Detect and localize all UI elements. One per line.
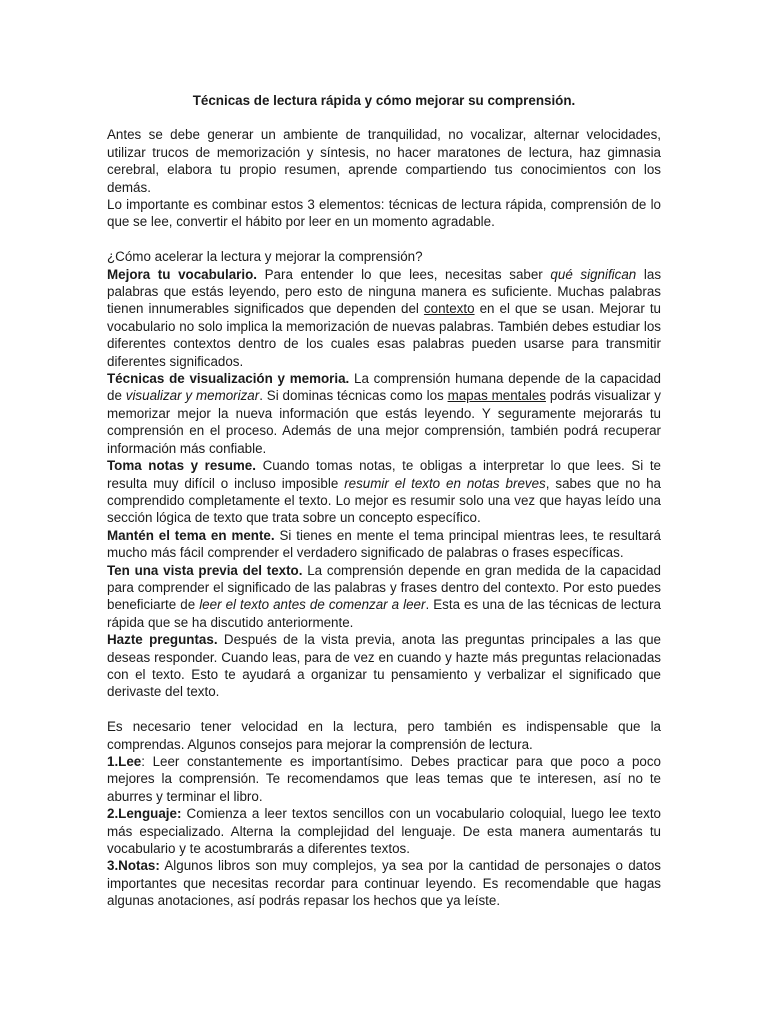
- section-heading: Mejora tu vocabulario.: [107, 266, 257, 282]
- spacer: [107, 701, 661, 718]
- section-notas: Toma notas y resume. Cuando tomas notas, te obligas a interpretar lo que lees. Si te resulta muy difícil o incluso imposible resumir el texto en notas breves, sabes que no ha comprendido completamente el texto. Lo mejor es resumir solo una vez que hayas leído una sección lógica de texto que trata sobre un concepto específico.: [107, 458, 661, 526]
- section-heading: Toma notas y resume.: [107, 458, 256, 474]
- section-vista-previa: Ten una vista previa del texto. La comprensión depende en gran medida de la capacidad para comprender el significado de las palabras y frases dentro del contexto. Por esto puedes beneficiarte de leer el texto antes de comenzar a leer. Esta es una de las técnicas de lectura rápida que se ha discutido anteriormente.: [107, 562, 661, 630]
- document-title: Técnicas de lectura rápida y cómo mejorar su comprensión.: [192, 93, 576, 108]
- section-question: ¿Cómo acelerar la lectura y mejorar la comprensión?: [107, 249, 423, 265]
- tip-lenguaje: 2.Lenguaje: Comienza a leer textos sencillos con un vocabulario coloquial, luego lee texto más especializado. Alterna la complejidad del lenguaje. De esta manera aumentarás tu vocabulario y te acostumbrarás a diferentes textos.: [107, 806, 661, 857]
- section-preguntas: Hazte preguntas. Después de la vista previa, anota las preguntas principales a las que deseas responder. Cuando leas, para de vez en cuando y hazte más preguntas relacionadas con el texto. Esto te ayudará a organizar tu pensamiento y verbalizar el significado que derivaste del texto.: [107, 632, 662, 700]
- section-heading: Técnicas de visualización y memoria.: [107, 371, 350, 387]
- spacer: [107, 231, 661, 248]
- document-page: [107, 92, 661, 910]
- tip-heading: 3.Notas:: [107, 858, 160, 874]
- closing-paragraph: Es necesario tener velocidad en la lectura, pero también es indispensable que la comprendas. Algunos consejos para mejorar la comprensión de lectura.: [107, 719, 661, 752]
- intro-paragraph: Lo importante es combinar estos 3 elementos: técnicas de lectura rápida, comprensión de lo que se lee, convertir el hábito por leer en un momento agradable.: [107, 197, 661, 230]
- tip-lee: 1.Lee: Leer constantemente es importantísimo. Debes practicar para que poco a poco mejores la comprensión. Te recomendamos que leas temas que te interesen, así no te aburres y terminar el libro.: [107, 754, 661, 804]
- contexto-link[interactable]: contexto: [423, 301, 475, 317]
- mapas-mentales-link[interactable]: mapas mentales: [447, 388, 546, 404]
- section-tema: Mantén el tema en mente. Si tienes en mente el tema principal mientras lees, te resultará mucho más fácil comprender el verdadero significado de palabras o frases específicas.: [107, 527, 661, 561]
- tip-heading: 2.Lenguaje:: [107, 806, 182, 822]
- section-vocabulario: Mejora tu vocabulario. Para entender lo que lees, necesitas saber qué significan las palabras que estás leyendo, pero esto de ninguna manera es suficiente. Muchas palabras tienen innumerables significados que dependen del contexto en el que se usan. Mejorar tu vocabulario no solo implica la memorización de nuevas palabras. También debes estudiar los diferentes contextos dentro de los cuales esas palabras pueden usarse para transmitir diferentes significados.: [107, 266, 662, 369]
- intro-paragraph: Antes se debe generar un ambiente de tranquilidad, no vocalizar, alternar velocidades, utilizar trucos de memorización y síntesis, no hacer maratones de lectura, haz gimnasia cerebral, elabora tu propio resumen, aprende compartiendo tus conocimientos con los demás.: [107, 127, 661, 195]
- section-heading: Mantén el tema en mente.: [107, 527, 275, 543]
- section-visualizacion: Técnicas de visualización y memoria. La comprensión humana depende de la capacidad de visualizar y memorizar. Si dominas técnicas como los mapas mentales podrás visualizar y memorizar mejor la nueva información que estás leyendo. Y seguramente mejorarás tu comprensión en el proceso. Además de una mejor comprensión, también podrá recuperar información más confiable.: [107, 371, 661, 456]
- tip-notas: 3.Notas: Algunos libros son muy complejos, ya sea por la cantidad de personajes o datos importantes que necesitas recordar para continuar leyendo. Es recomendable que hagas algunas anotaciones, así podrás repasar los hechos que ya leíste.: [107, 858, 661, 909]
- tip-heading: 1.Lee: [107, 754, 142, 769]
- section-heading: Hazte preguntas.: [107, 632, 218, 648]
- section-heading: Ten una vista previa del texto.: [107, 562, 303, 578]
